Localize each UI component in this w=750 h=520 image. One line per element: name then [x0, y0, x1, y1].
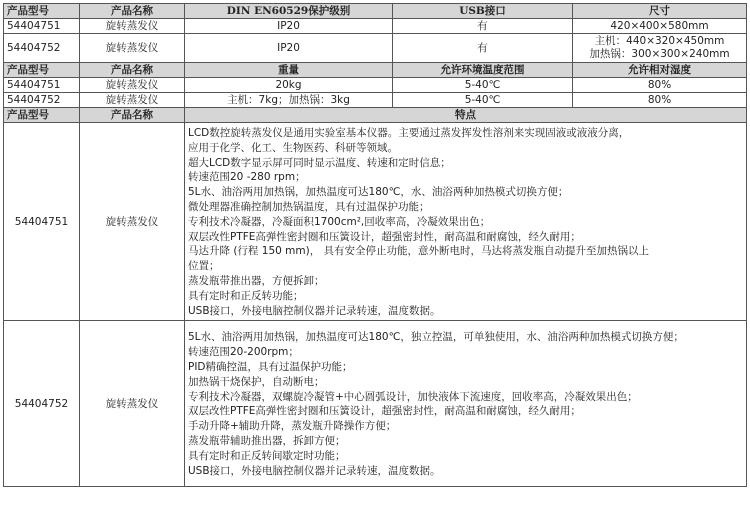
feature-line: USB接口，外接电脑控制仪器并记录转速，温度数据。	[188, 464, 441, 477]
temp-cell: 5-40℃	[393, 93, 573, 108]
model-cell: 54404752	[4, 321, 80, 487]
feature-line: PID精确控温，具有过温保护功能；	[188, 360, 353, 373]
spec-table	[3, 3, 747, 487]
size-cell: 420×400×580mm	[573, 19, 747, 34]
usb-cell: 有	[393, 19, 573, 34]
header-features: 特点	[185, 108, 747, 123]
header-humidity: 允许相对湿度	[573, 63, 747, 78]
feature-line: 位置；	[188, 260, 220, 273]
header-protection: DIN EN60529保护级别	[185, 4, 393, 19]
feature-line: 具有定时和正反转间歇定时功能；	[188, 449, 346, 462]
feature-line: 5L水、油浴两用加热锅，加热温度可达180℃，独立控温，可单独使用，水、油浴两种加热模式切换方便；	[188, 331, 684, 344]
header-model: 产品型号	[4, 63, 80, 78]
feature-line: 加热锅干烧保护，自动断电；	[188, 375, 325, 388]
feature-line: 转速范围20 -280 rpm；	[188, 171, 306, 184]
header-model: 产品型号	[4, 108, 80, 123]
feature-line: 马达升降 (行程 150 mm)， 具有安全停止功能，意外断电时，马达将蒸发瓶自动提升至加热锅以上	[188, 245, 650, 258]
feature-line: 超大LCD数字显示屏可同时显示温度、转速和定时信息；	[188, 156, 451, 169]
feature-line: 专利技术冷凝器，冷凝面积1700cm²,回收率高，冷凝效果出色；	[188, 215, 491, 228]
weight-cell: 主机：7kg；加热锅：3kg	[185, 93, 393, 108]
feature-line: 微处理器准确控制加热锅温度，具有过温保护功能；	[188, 200, 430, 213]
header-name: 产品名称	[80, 4, 185, 19]
table2-header-row	[4, 63, 747, 78]
temp-cell: 5-40℃	[393, 78, 573, 93]
feature-line: 蒸发瓶带推出器，方便拆卸；	[188, 274, 325, 287]
table-row	[4, 123, 747, 321]
humidity-cell: 80%	[573, 93, 747, 108]
feature-line: 专利技术冷凝器，双螺旋冷凝管+中心圆弧设计，加快液体下流速度，回收率高，冷凝效果出色；	[188, 390, 638, 403]
model-cell: 54404751	[4, 19, 80, 34]
table-row	[4, 19, 747, 34]
name-cell: 旋转蒸发仪	[80, 19, 185, 34]
feature-line: 蒸发瓶带辅助推出器，拆卸方便；	[188, 434, 346, 447]
size-cell	[573, 34, 747, 63]
table-row	[4, 93, 747, 108]
feature-line: USB接口，外接电脑控制仪器并记录转速，温度数据。	[188, 304, 441, 317]
header-usb: USB接口	[393, 4, 573, 19]
name-cell: 旋转蒸发仪	[80, 78, 185, 93]
name-cell: 旋转蒸发仪	[80, 321, 185, 487]
features-cell	[185, 123, 747, 321]
table-row	[4, 34, 747, 63]
feature-line: 5L水、油浴两用加热锅，加热温度可达180℃，水、油浴两种加热模式切换方便；	[188, 186, 569, 199]
table1-header-row	[4, 4, 747, 19]
model-cell: 54404751	[4, 123, 80, 321]
protection-cell: IP20	[185, 19, 393, 34]
feature-line: 应用于化学、化工、生物医药、科研等领域。	[188, 141, 398, 154]
model-cell: 54404752	[4, 93, 80, 108]
header-model: 产品型号	[4, 4, 80, 19]
feature-line: 转速范围20-200rpm；	[188, 346, 299, 359]
size-line: 加热锅：300×300×240mm	[589, 48, 730, 60]
feature-line: 具有定时和正反转功能；	[188, 289, 304, 302]
table-row	[4, 78, 747, 93]
name-cell: 旋转蒸发仪	[80, 93, 185, 108]
header-name: 产品名称	[80, 108, 185, 123]
header-temp: 允许环境温度范围	[393, 63, 573, 78]
name-cell: 旋转蒸发仪	[80, 34, 185, 63]
weight-cell: 20kg	[185, 78, 393, 93]
protection-cell: IP20	[185, 34, 393, 63]
feature-line: 双层改性PTFE高弹性密封圈和压簧设计，超强密封性，耐高温和耐腐蚀，经久耐用；	[188, 405, 581, 418]
header-size: 尺寸	[573, 4, 747, 19]
model-cell: 54404751	[4, 78, 80, 93]
feature-line: 手动升降+辅助升降，蒸发瓶升降操作方便；	[188, 420, 397, 433]
usb-cell: 有	[393, 34, 573, 63]
header-weight: 重量	[185, 63, 393, 78]
humidity-cell: 80%	[573, 78, 747, 93]
table-row	[4, 321, 747, 487]
feature-line: LCD数控旋转蒸发仪是通用实验室基本仪器。主要通过蒸发挥发性溶剂来实现固液或液液分离，	[188, 127, 630, 139]
features-cell	[185, 321, 747, 487]
table3-header-row	[4, 108, 747, 123]
size-line: 主机：440×320×450mm	[594, 35, 725, 47]
model-cell: 54404752	[4, 34, 80, 63]
header-name: 产品名称	[80, 63, 185, 78]
feature-line: 双层改性PTFE高弹性密封圈和压簧设计，超强密封性，耐高温和耐腐蚀，经久耐用；	[188, 230, 581, 243]
name-cell: 旋转蒸发仪	[80, 123, 185, 321]
